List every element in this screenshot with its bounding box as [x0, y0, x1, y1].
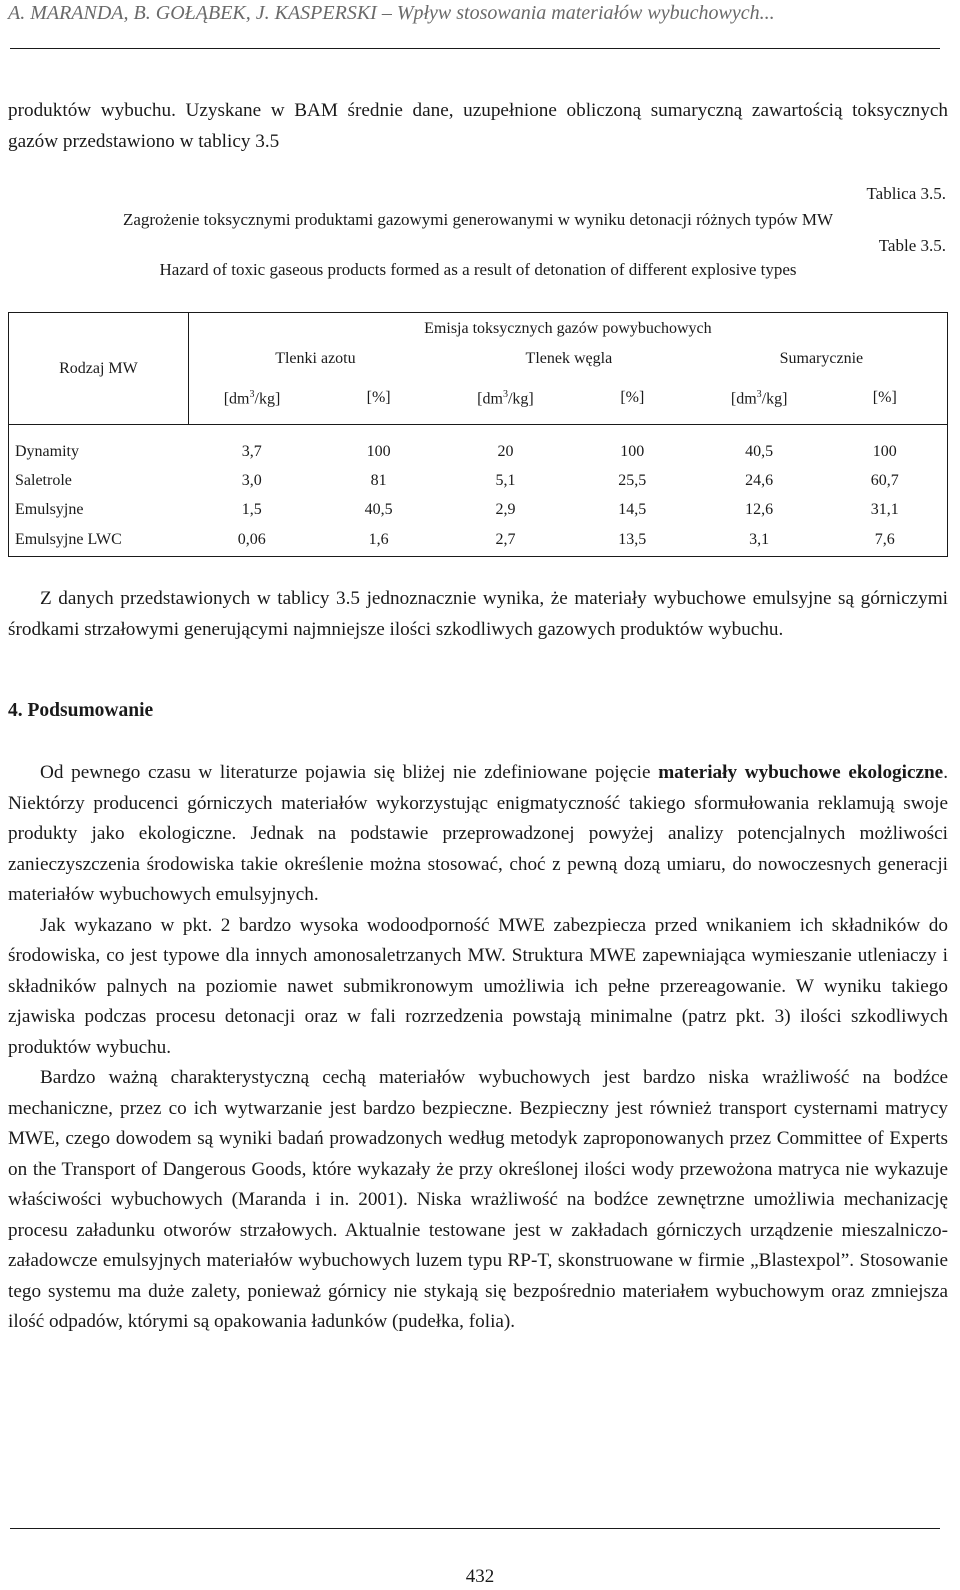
unit-header: $[dm^3/kg]$	[188, 373, 315, 425]
summary-paragraph-2: Jak wykazano w pkt. 2 bardzo wysoka wodoodporność MWE zabezpiecza przed wnikaniem ich składników do środowiska, co jest typowe dla innych amonosaletrzanych MW. Struktura MWE zapewniająca wymieszanie utleniaczy i składników palnych na poziomie nawet submikronowym umożliwia ich pełne przereagowanie. W wyniku takiego zjawiska podczas procesu detonacji oraz w fali rozrzedzenia powstają minimalne (patrz pkt. 3) ilości szkodliwych produktów wybuchu.	[8, 914, 948, 1058]
conclusion-paragraph: Z danych przedstawionych w tablicy 3.5 jednoznacznie wynika, że materiały wybuchowe emulsyjne są górniczymi środkami strzałowymi generującymi najmniejsze ilości szkodliwych gazowych produktów wybuchu.	[8, 588, 948, 640]
page-number: 432	[465, 1566, 495, 1587]
table-title-en: Hazard of toxic gaseous products formed as a result of detonation of different explosive types	[159, 260, 797, 279]
bold-term: materiały wybuchowe ekologiczne	[658, 762, 944, 783]
header-rule	[10, 48, 940, 49]
unit-header: $[dm^3/kg]$	[696, 373, 823, 425]
intro-paragraph: produktów wybuchu. Uzyskane w BAM średnie dane, uzupełnione obliczoną sumaryczną zawartością toksycznych gazów przedstawiono w tablicy 3.5	[8, 100, 948, 152]
subgroup-header: Tlenek węgla	[525, 349, 613, 367]
summary-paragraph-3: Bardzo ważną charakterystyczną cechą materiałów wybuchowych jest bardzo niska wrażliwość na bodźce mechaniczne, przez co ich wytwarzanie jest bardzo bezpieczne. Bezpieczny jest również transport cysternami matrycy MWE, czego dowodem są wyniki badań prowadzonych według metodyk zaproponowanych przez Committee of Experts on the Transport of Dangerous Goods, które wykazały że przy określonej ilości wody przewożona matryca nie wykazuje właściwości wybuchowych (Maranda i in. 2001). Niska wrażliwość na bodźce zewnętrzne umożliwia mechanizację procesu załadunku otworów strzałowych. Aktualnie testowane jest w zakładach górniczych urządzenie mieszalniczo-załadowcze emulsyjnych materiałów wybuchowych luzem typu RP-T, skonstruowane w firmie „Blastexpol”. Stosowanie tego systemu ma duże zalety, ponieważ górnicy nie stykają się bezpośrednio materiałem wybuchowym oraz zmniejsza ilość odpadów, którymi są opakowania ładunków (pudełka, folia).	[8, 1067, 948, 1332]
summary-text	[8, 758, 948, 1338]
subgroup-header: Tlenki azotu	[275, 349, 356, 367]
unit-header: [%]	[569, 373, 696, 425]
summary-paragraph-1: Od pewnego czasu w literaturze pojawia się bliżej nie zdefiniowane pojęcie materiały wybuchowe ekologiczne. Niektórzy producenci górniczych materiałów wykorzystując enigmatyczność takiego sformułowania reklamują swoje produkty jako ekologiczne. Jednak na podstawie przeprowadzonej powyżej analizy potencjalnych możliwości zanieczyszczenia środowiska takie określenie można stosować, choć z pewną dozą umiaru, do nowoczesnych generacji materiałów wybuchowych emulsyjnych.	[8, 762, 948, 905]
group-header-cell	[188, 313, 947, 345]
unit-header: [%]	[823, 373, 948, 425]
toxic-gas-table	[8, 312, 948, 557]
section-heading: 4. Podsumowanie	[8, 700, 154, 721]
table-title-pl: Zagrożenie toksycznymi produktami gazowymi generowanymi w wyniku detonacji różnych typów MW	[122, 210, 834, 229]
subgroup-header: Sumarycznie	[696, 345, 948, 373]
group-header-label: Emisja toksycznych gazów powybuchowych	[424, 319, 712, 337]
unit-header: $[dm^3/kg]$	[442, 373, 569, 425]
row-header-cell	[9, 313, 189, 425]
table-number-en: Table 3.5.	[878, 236, 946, 255]
table-row: Saletrole 3,0 81 5,1 25,5 24,6 60,7	[9, 467, 948, 496]
table-number-pl: Tablica 3.5.	[866, 184, 946, 203]
table-row: Emulsyjne 1,5 40,5 2,9 14,5 12,6 31,1	[9, 496, 948, 525]
row-header-label: Rodzaj MW	[59, 359, 138, 377]
running-header: A. MARANDA, B. GOŁĄBEK, J. KASPERSKI – Wpływ stosowania materiałów wybuchowych...	[8, 2, 775, 24]
table-row: Dynamity 3,7 100 20 100 40,5 100	[9, 437, 948, 467]
unit-header: [%]	[315, 373, 442, 425]
footer-rule	[10, 1528, 940, 1529]
table-row: Emulsyjne LWC 0,06 1,6 2,7 13,5 3,1 7,6	[9, 525, 948, 557]
